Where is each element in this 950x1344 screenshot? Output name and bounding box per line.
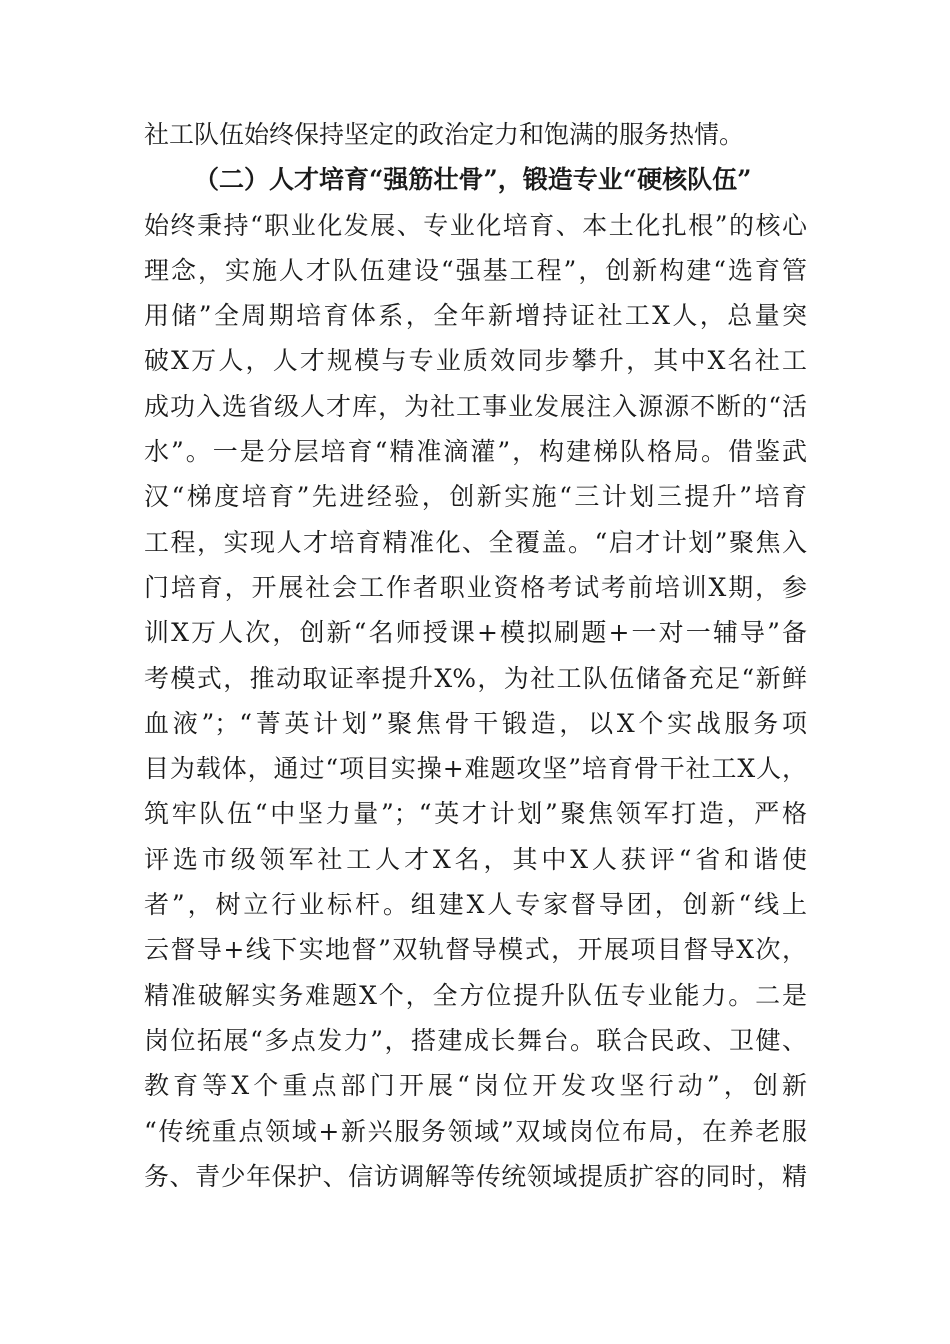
paragraph-line: 始终秉持“职业化发展、专业化培育、本土化扎根”的核心 <box>144 210 807 240</box>
paragraph-line: 门培育，开展社会工作者职业资格考试考前培训X期，参 <box>144 572 807 602</box>
paragraph-line: 务、青少年保护、信访调解等传统领域提质扩容的同时，精 <box>144 1161 807 1191</box>
section-heading: （二）人才培育“强筋壮骨”，锻造专业“硬核队伍” <box>194 165 752 195</box>
paragraph-line: 筑牢队伍“中坚力量”；“英才计划”聚焦领军打造，严格 <box>144 799 807 829</box>
paragraph-line: 破X万人，人才规模与专业质效同步攀升，其中X名社工 <box>144 346 807 376</box>
paragraph-line: 云督导+线下实地督”双轨督导模式，开展项目督导X次， <box>144 935 807 965</box>
paragraph-line: 目为载体，通过“项目实操+难题攻坚”培育骨干社工X人， <box>144 754 807 784</box>
paragraph-line: 汉“梯度培育”先进经验，创新实施“三计划三提升”培育 <box>144 482 807 512</box>
paragraph-line: 评选市级领军社工人才X名，其中X人获评“省和谐使 <box>144 844 807 874</box>
paragraph-line: 训X万人次，创新“名师授课+模拟刷题+一对一辅导”备 <box>144 618 807 648</box>
body-text <box>144 112 807 1199</box>
paragraph-line: 社工队伍始终保持坚定的政治定力和饱满的服务热情。 <box>144 120 745 149</box>
paragraph-line: 成功入选省级人才库，为社工事业发展注入源源不断的“活 <box>144 391 807 421</box>
paragraph-line: 工程，实现人才培育精准化、全覆盖。“启才计划”聚焦入 <box>144 527 807 557</box>
paragraph-line: 教育等X个重点部门开展“岗位开发攻坚行动”，创新 <box>144 1071 807 1101</box>
paragraph-line: 理念，实施人才队伍建设“强基工程”，创新构建“选育管 <box>144 255 807 285</box>
paragraph-line: 精准破解实务难题X个，全方位提升队伍专业能力。二是 <box>144 980 807 1010</box>
paragraph-line: 用储”全周期培育体系，全年新增持证社工X人，总量突 <box>144 301 807 331</box>
paragraph-line: “传统重点领域+新兴服务领域”双域岗位布局，在养老服 <box>144 1116 807 1146</box>
paragraph-line: 者”，树立行业标杆。组建X人专家督导团，创新“线上 <box>144 890 807 920</box>
paragraph-line: 血液”；“菁英计划”聚焦骨干锻造，以X个实战服务项 <box>144 708 807 738</box>
paragraph-line: 水”。一是分层培育“精准滴灌”，构建梯队格局。借鉴武 <box>144 437 807 467</box>
paragraph-line: 考模式，推动取证率提升X%，为社工队伍储备充足“新鲜 <box>144 663 807 693</box>
paragraph-line: 岗位拓展“多点发力”，搭建成长舞台。联合民政、卫健、 <box>144 1025 807 1055</box>
